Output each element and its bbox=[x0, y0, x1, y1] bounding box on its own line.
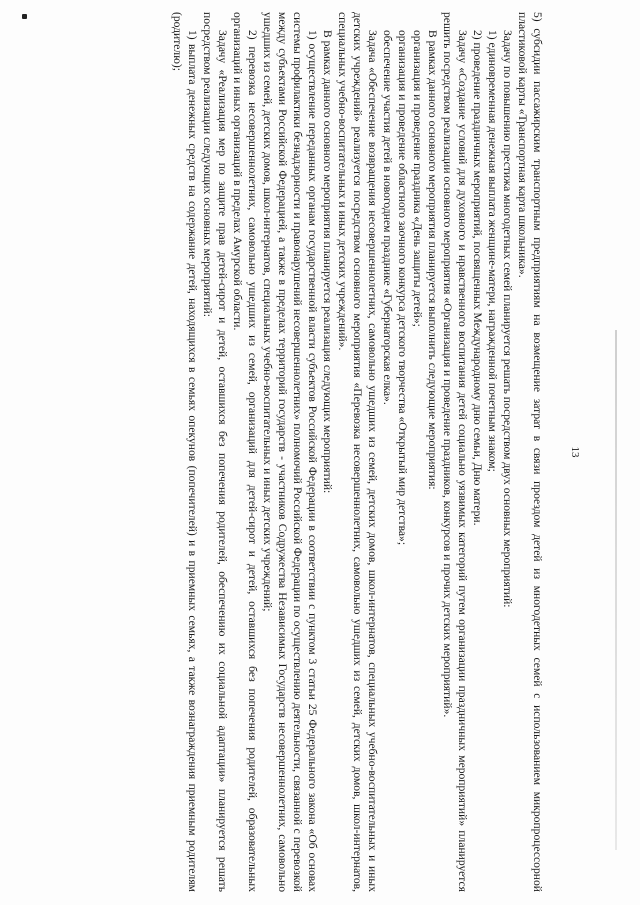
paragraph: 2) перевозка несовершеннолетних, самовольно ушедших из семей, организаций для детей-сирот и детей, оставшихся без попечения родителей, образовательных организаций и иных организаций в пределах Амурской области. bbox=[231, 12, 259, 892]
paragraph: 2) проведение праздничных мероприятий, посвященных Международному дню семьи, Дню матери. bbox=[471, 30, 484, 526]
paragraph: 1) выплата денежных средств на содержание детей, находящихся в семьях опекунов (попечителей) и в приемных семьях, а также вознаграждения приемным родителям (родителю); bbox=[171, 12, 199, 892]
paragraph: В рамках данного основного мероприятия планируется реализация следующих мероприятий: bbox=[321, 30, 334, 494]
paragraph: Задача «Обеспечение возвращения несовершеннолетних, самовольно ушедших из семей, детских домов, школ-интернатов, специальных учебно-воспитательных и иных детских учреждений» реализуется посредством основного мероприятия «Перевозка несовершеннолетних, самовольно ушедших из семей, детских домов, школ-интернатов, специальных учебно-воспитательных и иных детских учреждений». bbox=[336, 12, 379, 892]
document-body bbox=[170, 12, 545, 892]
paragraph: В рамках данного основного мероприятия планируется выполнить следующие мероприятия: bbox=[426, 30, 439, 490]
rotated-text-block bbox=[22, 12, 582, 892]
paragraph: обеспечение участия детей в новогоднем празднике «Губернаторская елка». bbox=[381, 30, 394, 405]
paragraph: Задачу «Создание условий для духовного и нравственного воспитания детей социально уязвимых категорий путем организации праздничных мероприятий» планируется решить посредством реализации основного мероприятия «Организация и проведение праздников, конкурсов и прочих детских мероприятий». bbox=[441, 12, 469, 892]
paragraph: 1) единовременная денежная выплата женщине-матери, награжденной почетным знаком; bbox=[486, 30, 499, 472]
paragraph: Задачу «Реализация мер по защите прав детей-сирот и детей, оставшихся без попечения родителей, обеспечению их социальной адаптации» планируется решать посредством реализации следующих основных мероприятий: bbox=[201, 12, 229, 892]
page-number: 13 bbox=[569, 446, 581, 458]
paragraph: Задачу по повышению престижа многодетных семей планируется решать посредством двух основных мероприятий: bbox=[501, 30, 514, 608]
paragraph: организация и проведение праздника «День защиты детей»; bbox=[411, 30, 424, 327]
paragraph: организация и проведение областного заочного конкурса детского творчества «Открытый мир детства»; bbox=[396, 30, 409, 546]
page-edge-shadow bbox=[615, 330, 617, 850]
paragraph: 1) осуществление переданных органам государственной власти субъектов Российской Федерации в соответствии с пунктом 3 статьи 25 Федерального закона «Об основах системы профилактики безнадзорности и правонарушений несовершеннолетних» полномочий Российской Федерации по осуществлению деятельности, связанной с перевозкой между субъектами Российской Федерацией, а также в пределах территорий государств - участников Содружества Независимых Государств несовершеннолетних, самовольно ушедших из семей, детских домов, школ-интернатов, специальных учебно-воспитательных и иных детских учреждений; bbox=[261, 12, 319, 892]
paragraph: 5) субсидии пассажирским транспортным предприятиям на возмещение затрат в связи проездом детей из многодетных семей с использованием микропроцессорной пластиковой карты «Транспортная карта школьника». bbox=[516, 12, 544, 892]
